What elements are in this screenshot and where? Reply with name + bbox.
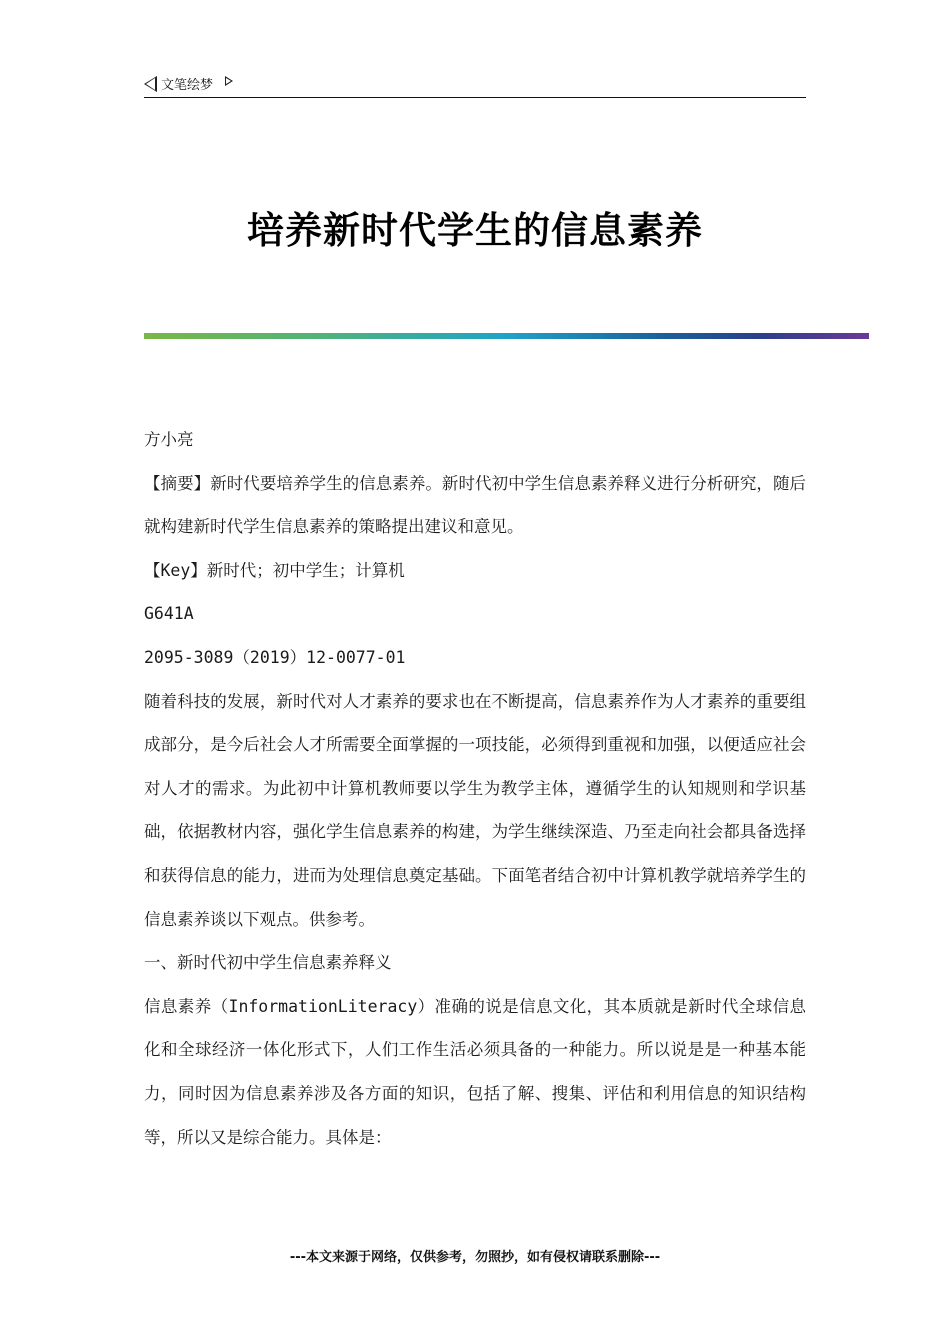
document-title: 培养新时代学生的信息素养: [247, 209, 703, 252]
header-divider: [144, 97, 806, 98]
left-triangle-icon: [144, 76, 157, 92]
classification-code: G641A: [144, 604, 194, 624]
paragraph: 随着科技的发展，新时代对人才素养的要求也在不断提高，信息素养作为人才素养的重要组成部分，是今后社会人才所需要全面掌握的一项技能，必须得到重视和加强，以便适应社会对人才的需求。为此初中计算机教师要以学生为教学主体，遵循学生的认知规则和学识基础，依据教材内容，强化学生信息素养的构建，为学生继续深造、乃至走向社会都具备选择和获得信息的能力，进而为处理信息奠定基础。下面笔者结合初中计算机教学就培养学生的信息素养谈以下观点。供参考。: [144, 691, 806, 929]
header-brand: [144, 74, 233, 93]
section-heading: 一、新时代初中学生信息素养释义: [144, 953, 392, 973]
abstract: 【摘要】新时代要培养学生的信息素养。新时代初中学生信息素养释义进行分析研究，随后就构建新时代学生信息素养的策略提出建议和意见。: [144, 473, 806, 537]
author: 方小亮: [144, 430, 194, 449]
paragraph: 信息素养（InformationLiteracy）准确的说是信息文化，其本质就是新时代全球信息化和全球经济一体化形式下，人们工作生活必须具备的一种能力。所以说是是一种基本能力，同时因为信息素养涉及各方面的知识，包括了解、搜集、评估和利用信息的知识结构等，所以又是综合能力。具体是：: [144, 996, 806, 1147]
article-id: 2095-3089（2019）12-0077-01: [144, 647, 406, 667]
footer-disclaimer: ---本文来源于网络，仅供参考，勿照抄，如有侵权请联系删除---: [289, 1250, 661, 1265]
keywords: 【Key】新时代；初中学生；计算机: [144, 560, 405, 580]
document-body: [144, 418, 806, 1159]
brand-text: 文笔绘梦: [161, 78, 214, 93]
gradient-divider: [144, 333, 869, 339]
right-triangle-icon: [225, 76, 233, 86]
